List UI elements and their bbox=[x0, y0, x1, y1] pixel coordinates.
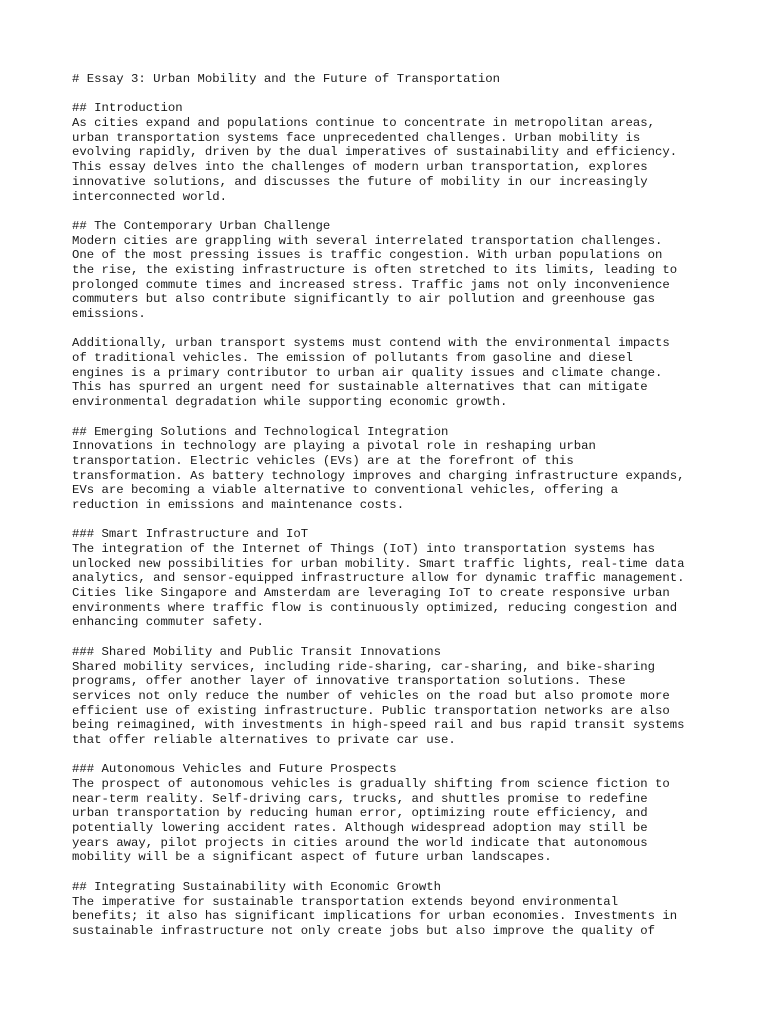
text-line: unlocked new possibilities for urban mobility. Smart traffic lights, real-time data bbox=[72, 556, 685, 571]
text-line: evolving rapidly, driven by the dual imperatives of sustainability and efficiency. bbox=[72, 145, 678, 160]
text-line: sustainable infrastructure not only create jobs but also improve the quality of bbox=[72, 923, 655, 938]
text-line: mobility will be a significant aspect of future urban landscapes. bbox=[72, 850, 552, 865]
text-line: Additionally, urban transport systems must contend with the environmental impacts bbox=[72, 336, 670, 351]
text-line: years away, pilot projects in cities around the world indicate that autonomous bbox=[72, 835, 648, 850]
paragraph-spacer bbox=[72, 513, 712, 528]
text-line: The prospect of autonomous vehicles is gradually shifting from science fiction to bbox=[72, 777, 670, 791]
section-heading: ## Emerging Solutions and Technological Integration bbox=[72, 424, 449, 439]
text-line: efficient use of existing infrastructure. Public transportation networks are also bbox=[72, 703, 670, 718]
paragraph-spacer bbox=[72, 204, 712, 219]
text-line: Modern cities are grappling with several interrelated transportation challenges. bbox=[72, 233, 663, 248]
paragraph bbox=[72, 762, 712, 865]
section-heading: ### Shared Mobility and Public Transit Innovations bbox=[72, 644, 441, 659]
text-line: prolonged commute times and increased stress. Traffic jams not only inconvenience bbox=[72, 277, 670, 292]
section-heading: ## Integrating Sustainability with Economic Growth bbox=[72, 879, 441, 894]
section-heading: # Essay 3: Urban Mobility and the Future of Transportation bbox=[72, 72, 501, 86]
text-line: environments where traffic flow is continuously optimized, reducing congestion and bbox=[72, 600, 678, 615]
paragraph bbox=[72, 880, 712, 939]
text-line: As cities expand and populations continue to concentrate in metropolitan areas, bbox=[72, 116, 655, 131]
paragraph bbox=[72, 336, 712, 409]
section-heading: ### Autonomous Vehicles and Future Prospects bbox=[72, 762, 397, 777]
paragraph bbox=[72, 101, 712, 204]
text-line: enhancing commuter safety. bbox=[72, 615, 264, 630]
text-line: of traditional vehicles. The emission of pollutants from gasoline and diesel bbox=[72, 351, 633, 366]
text-line: Shared mobility services, including ride-sharing, car-sharing, and bike-sharing bbox=[72, 659, 655, 674]
text-line: reduction in emissions and maintenance costs. bbox=[72, 497, 405, 512]
text-line: Innovations in technology are playing a pivotal role in reshaping urban bbox=[72, 439, 596, 454]
paragraph-spacer bbox=[72, 322, 712, 337]
text-line: programs, offer another layer of innovative transportation solutions. These bbox=[72, 674, 626, 689]
text-line: emissions. bbox=[72, 307, 146, 321]
text-line: Cities like Singapore and Amsterdam are leveraging IoT to create responsive urban bbox=[72, 586, 670, 601]
text-line: This has spurred an urgent need for sustainable alternatives that can mitigate bbox=[72, 380, 648, 395]
text-line: services not only reduce the number of vehicles on the road but also promote more bbox=[72, 688, 670, 703]
paragraph bbox=[72, 425, 712, 513]
text-line: transportation. Electric vehicles (EVs) are at the forefront of this bbox=[72, 453, 574, 468]
text-line: environmental degradation while supporting economic growth. bbox=[72, 395, 508, 410]
paragraph-spacer bbox=[72, 630, 712, 645]
text-line: being reimagined, with investments in high-speed rail and bus rapid transit systems bbox=[72, 718, 685, 733]
text-line: near-term reality. Self-driving cars, trucks, and shuttles promise to redefine bbox=[72, 791, 648, 806]
text-line: EVs are becoming a viable alternative to conventional vehicles, offering a bbox=[72, 483, 619, 498]
section-heading: ### Smart Infrastructure and IoT bbox=[72, 527, 309, 542]
text-line: The integration of the Internet of Things (IoT) into transportation systems has bbox=[72, 542, 655, 556]
paragraph bbox=[72, 645, 712, 748]
document-body bbox=[72, 72, 712, 939]
text-line: The imperative for sustainable transportation extends beyond environmental bbox=[72, 894, 619, 909]
section-heading: ## The Contemporary Urban Challenge bbox=[72, 218, 331, 233]
paragraph-spacer bbox=[72, 865, 712, 880]
paragraph bbox=[72, 527, 712, 630]
text-line: interconnected world. bbox=[72, 189, 227, 204]
paragraph-spacer bbox=[72, 748, 712, 763]
text-line: benefits; it also has significant implications for urban economies. Investments in bbox=[72, 909, 678, 924]
paragraph bbox=[72, 219, 712, 322]
text-line: that offer reliable alternatives to private car use. bbox=[72, 732, 456, 747]
paragraph-spacer bbox=[72, 87, 712, 102]
text-line: This essay delves into the challenges of modern urban transportation, explores bbox=[72, 160, 648, 175]
text-line: engines is a primary contributor to urban air quality issues and climate change. bbox=[72, 365, 663, 380]
text-line: the rise, the existing infrastructure is often stretched to its limits, leading to bbox=[72, 262, 678, 277]
text-line: commuters but also contribute significantly to air pollution and greenhouse gas bbox=[72, 292, 655, 307]
text-line: transformation. As battery technology improves and charging infrastructure expands, bbox=[72, 468, 685, 483]
paragraph bbox=[72, 72, 712, 87]
text-line: One of the most pressing issues is traffic congestion. With urban populations on bbox=[72, 248, 663, 263]
text-line: innovative solutions, and discusses the future of mobility in our increasingly bbox=[72, 174, 648, 189]
paragraph-spacer bbox=[72, 410, 712, 425]
text-line: urban transportation systems face unprecedented challenges. Urban mobility is bbox=[72, 130, 641, 145]
text-line: analytics, and sensor-equipped infrastructure allow for dynamic traffic management. bbox=[72, 571, 685, 586]
text-line: potentially lowering accident rates. Although widespread adoption may still be bbox=[72, 821, 648, 836]
section-heading: ## Introduction bbox=[72, 101, 183, 116]
text-line: urban transportation by reducing human error, optimizing route efficiency, and bbox=[72, 806, 648, 821]
